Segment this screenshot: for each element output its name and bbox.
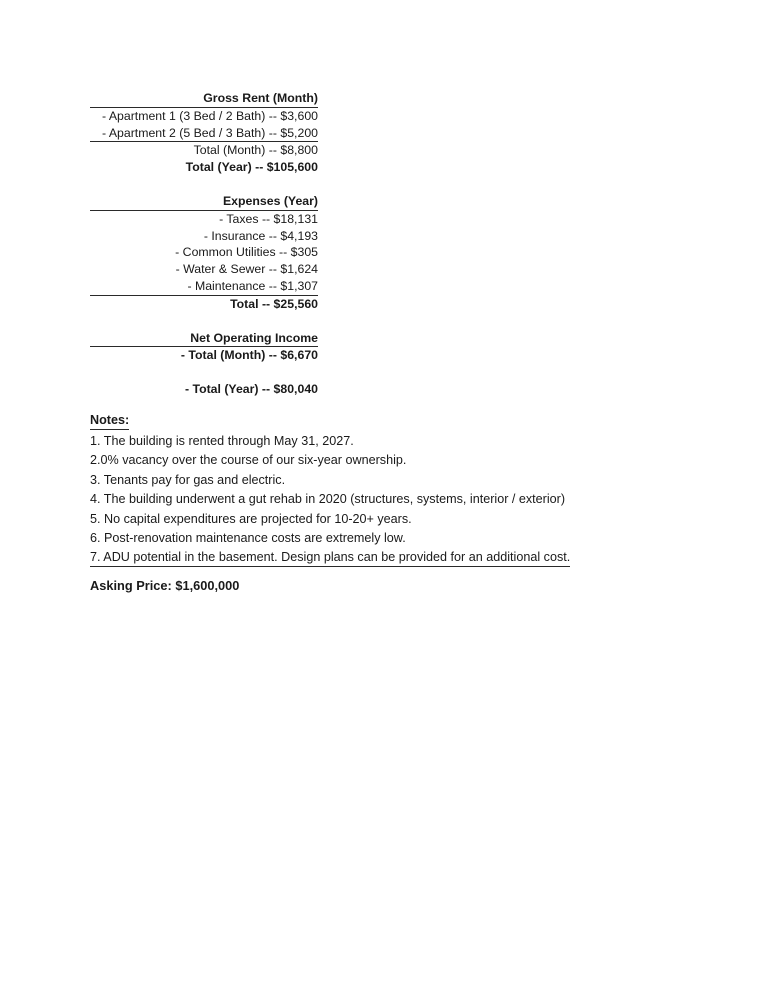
note-item: 6. Post-renovation maintenance costs are extremely low.	[90, 531, 406, 546]
gross-rent-header: Gross Rent (Month)	[90, 90, 318, 108]
section-gap	[90, 313, 318, 330]
asking-price: Asking Price: $1,600,000	[90, 578, 240, 593]
notes-heading: Notes:	[90, 412, 129, 430]
financial-row: - Total (Year) -- $80,040	[184, 381, 318, 396]
note-item: 5. No capital expenditures are projected for 10-20+ years.	[90, 511, 412, 526]
net-operating-income-section	[90, 330, 318, 398]
note-item: 1. The building is rented through May 31, 2027.	[90, 434, 354, 448]
financial-summary-block	[90, 90, 318, 398]
note-item: 4. The building underwent a gut rehab in 2020 (structures, systems, interior / exterior)	[90, 492, 566, 507]
note-item: 3. Tenants pay for gas and electric.	[90, 472, 286, 487]
gross-rent-section	[90, 90, 318, 176]
financial-row: - Common Utilities -- $305	[175, 245, 318, 260]
financial-row: - Total (Month) -- $6,670	[180, 348, 318, 363]
financial-row: - Taxes -- $18,131	[219, 211, 318, 226]
note-item-text: 7. ADU potential in the basement. Design plans can be provided for an additional cost.	[90, 549, 570, 567]
financial-row: - Apartment 2 (5 Bed / 3 Bath) -- $5,200	[90, 125, 318, 143]
financial-row: Total -- $25,560	[230, 296, 318, 311]
net-operating-income-rows	[90, 347, 318, 397]
financial-row: - Water & Sewer -- $1,624	[175, 262, 318, 277]
financial-row: - Insurance -- $4,193	[203, 228, 318, 243]
financial-row-spacer	[90, 364, 318, 381]
expenses-section	[90, 193, 318, 313]
net-operating-income-header: Net Operating Income	[90, 330, 318, 348]
expenses-header: Expenses (Year)	[90, 193, 318, 211]
financial-row: - Maintenance -- $1,307	[90, 278, 318, 296]
note-item	[90, 548, 690, 567]
notes-block	[90, 411, 690, 568]
note-item: 2.0% vacancy over the course of our six-year ownership.	[90, 453, 407, 468]
section-gap	[90, 176, 318, 193]
notes-list	[90, 432, 690, 568]
financial-row: - Apartment 1 (3 Bed / 2 Bath) -- $3,600	[102, 108, 318, 123]
financial-row: Total (Month) -- $8,800	[193, 143, 318, 158]
expenses-rows	[90, 211, 318, 313]
financial-row: Total (Year) -- $105,600	[185, 160, 318, 175]
gross-rent-rows	[90, 108, 318, 176]
